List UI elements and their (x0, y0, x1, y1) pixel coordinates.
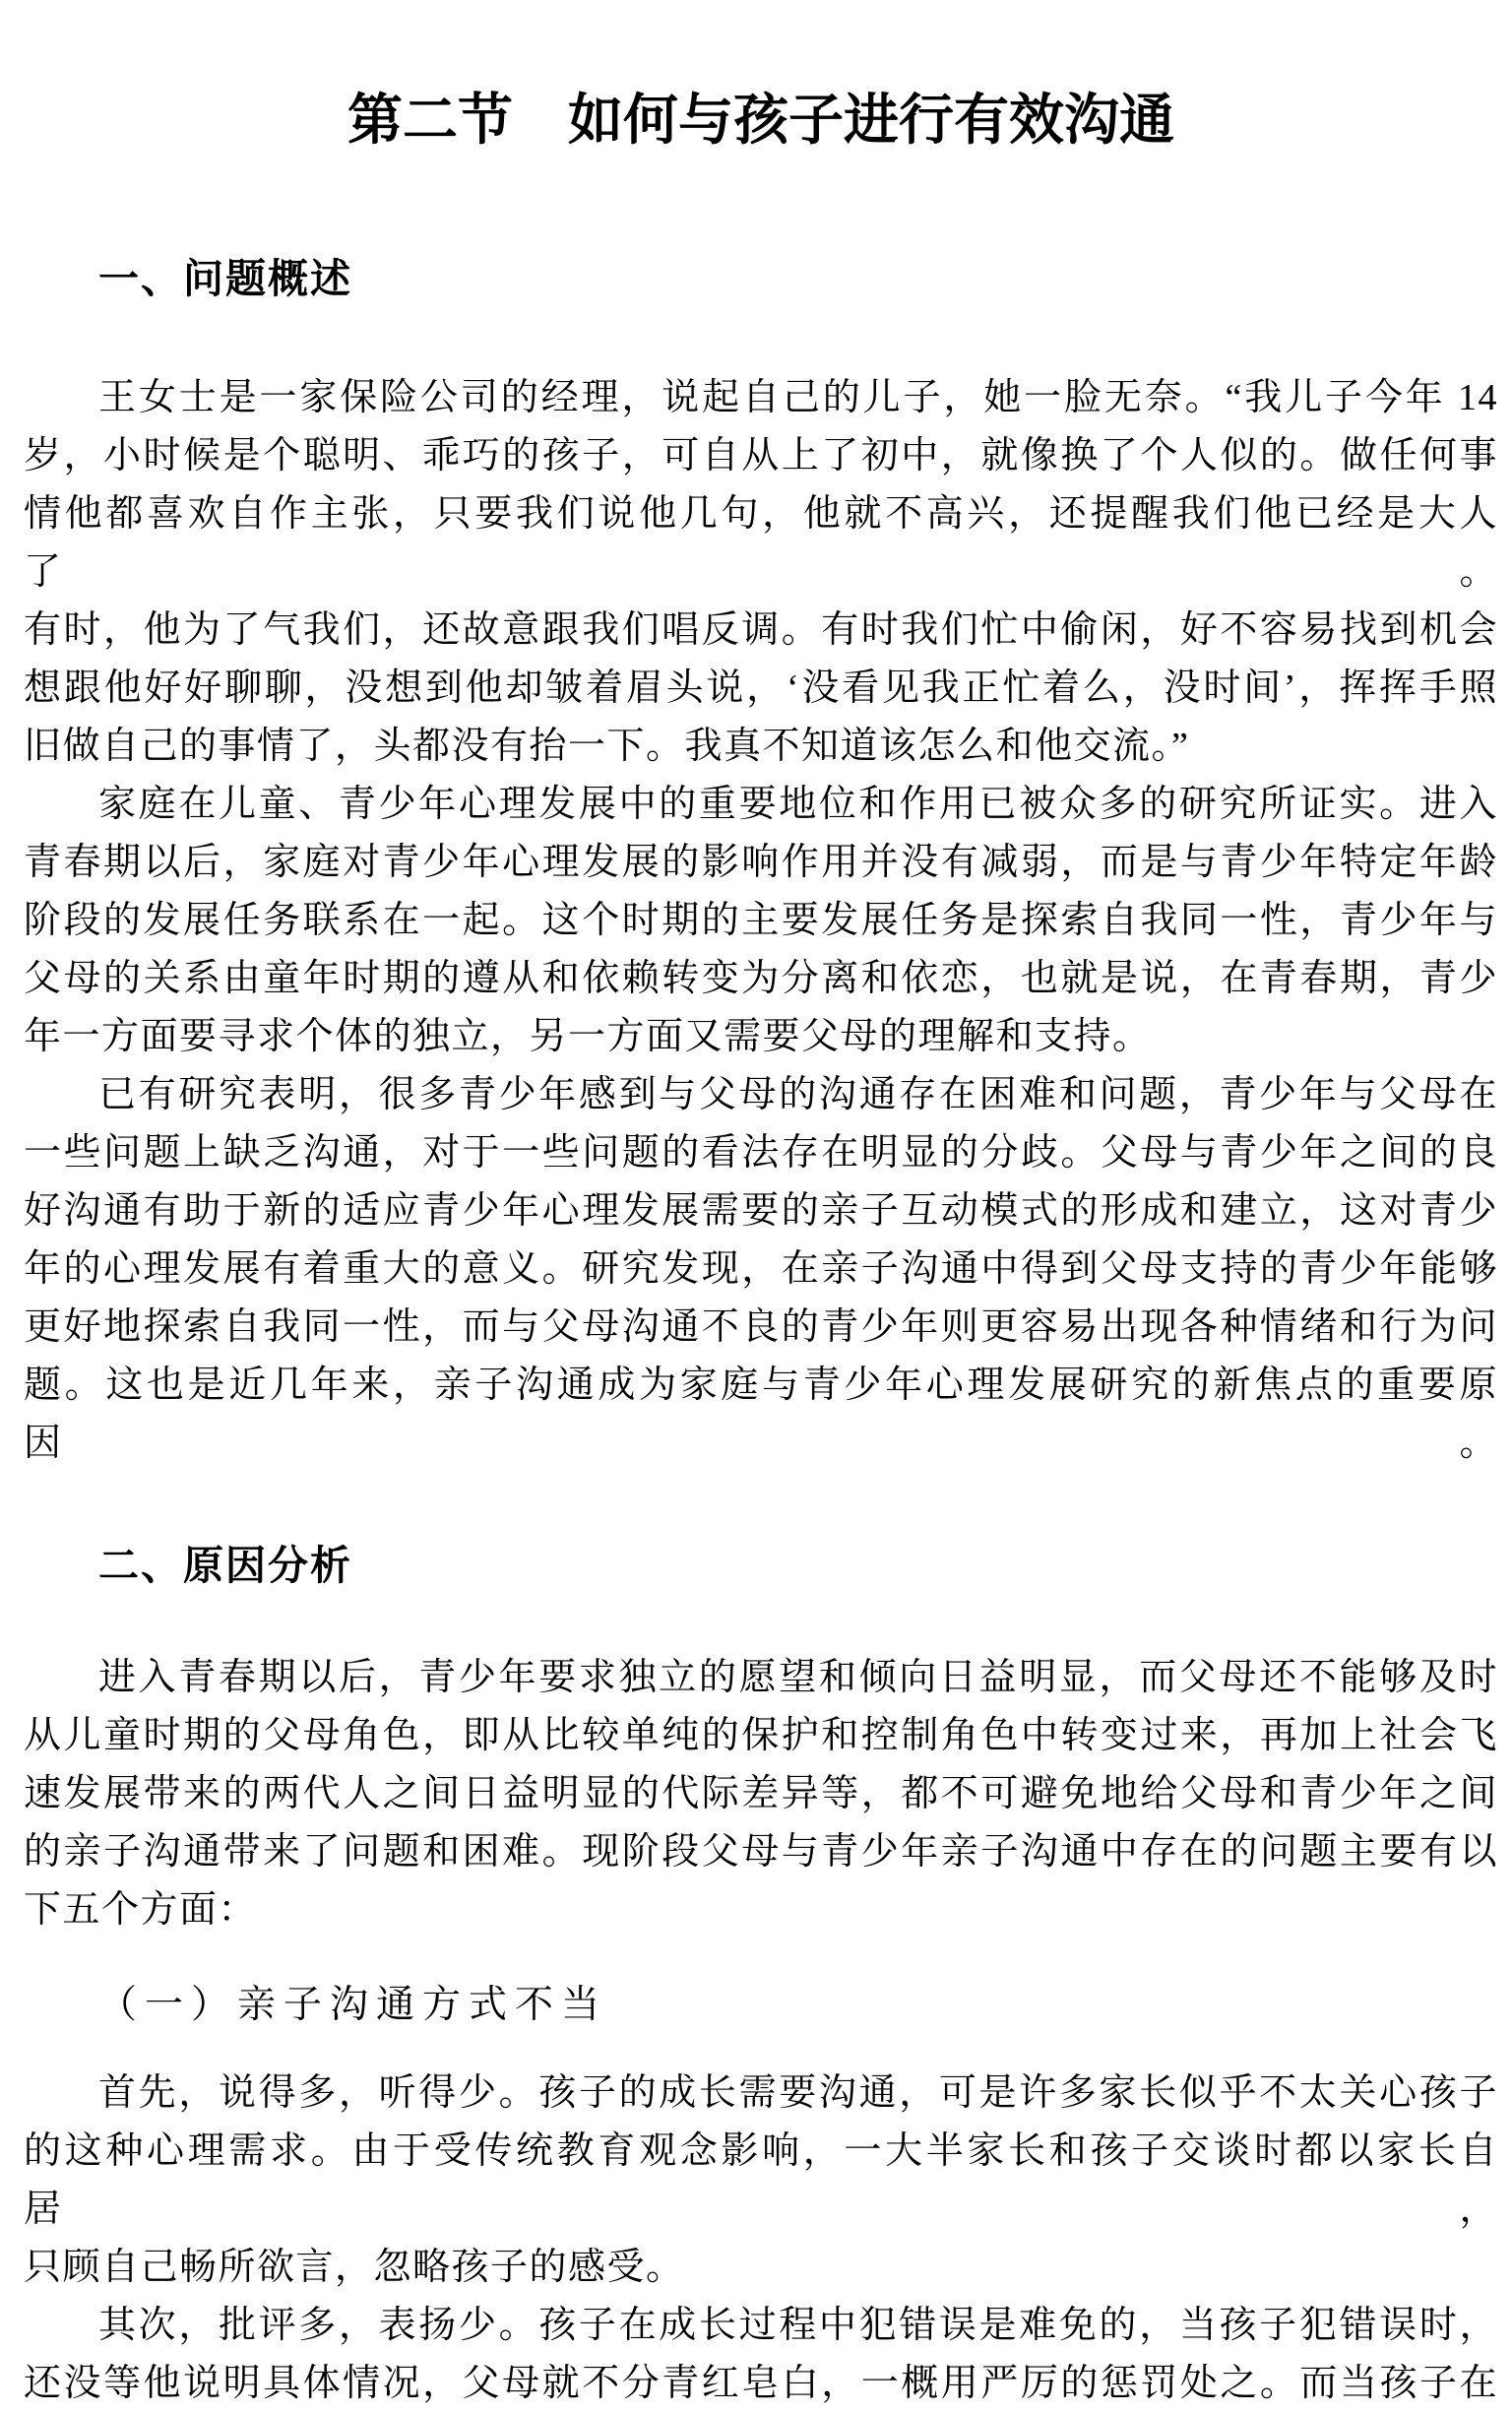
text-line: 首先，说得多，听得少。孩子的成长需要沟通，可是许多家长似乎不太关心孩子 (98, 2072, 1498, 2114)
book-page (0, 91, 1512, 2404)
text-line: 父母的关系由童年时期的遵从和依赖转变为分离和依恋，也就是说，在青春期，青少 (24, 958, 1498, 999)
text-line: 家庭在儿童、青少年心理发展中的重要地位和作用已被众多的研究所证实。进入 (98, 784, 1498, 825)
text-line: 年的心理发展有着重大的意义。研究发现，在亲子沟通中得到父母支持的青少年能够 (24, 1248, 1498, 1290)
text-line: 有时，他为了气我们，还故意跟我们唱反调。有时我们忙中偷闲，好不容易找到机会 (24, 609, 1498, 651)
text-line: 已有研究表明，很多青少年感到与父母的沟通存在困难和问题，青少年与父母在 (98, 1074, 1498, 1115)
text-line: 速发展带来的两代人之间日益明显的代际差异等，都不可避免地给父母和青少年之间 (24, 1773, 1498, 1814)
section-heading-problem-overview: 一、问题概述 (98, 256, 352, 301)
text-line: 想跟他好好聊聊，没想到他却皱着眉头说，‘没看见我正忙着么，没时间’，挥挥手照 (24, 667, 1498, 709)
text-line: 青春期以后，家庭对青少年心理发展的影响作用并没有减弱，而是与青少年特定年龄 (24, 842, 1498, 883)
text-line: 只顾自己畅所欲言，忽略孩子的感受。 (24, 2247, 685, 2288)
paragraph (24, 2297, 1498, 2413)
text-line: 下五个方面： (24, 1889, 258, 1931)
paragraph (24, 1649, 1498, 1939)
text-line: 岁，小时候是个聪明、乖巧的孩子，可自从上了初中，就像换了个人似的。做任何事 (24, 435, 1498, 476)
section-heading-cause-analysis: 二、原因分析 (98, 1543, 352, 1588)
subsection-body (24, 2064, 1498, 2413)
text-line: 一些问题上缺乏沟通，对于一些问题的看法存在明显的分歧。父母与青少年之间的良 (24, 1132, 1498, 1174)
text-line: 更好地探索自我同一性，而与父母沟通不良的青少年则更容易出现各种情绪和行为问 (24, 1306, 1498, 1348)
text-line: 好沟通有助于新的适应青少年心理发展需要的亲子互动模式的形成和建立，这对青少 (24, 1190, 1498, 1232)
text-line: 从儿童时期的父母角色，即从比较单纯的保护和控制角色中转变过来，再加上社会飞 (24, 1715, 1498, 1756)
text-line: 题。这也是近几年来，亲子沟通成为家庭与青少年心理发展研究的新焦点的重要原因。 (24, 1365, 1498, 1464)
page-title: 第二节 如何与孩子进行有效沟通 (347, 91, 1174, 152)
section-body (24, 369, 1498, 1473)
text-line: 阶段的发展任务联系在一起。这个时期的主要发展任务是探索自我同一性，青少年与 (24, 900, 1498, 941)
text-line: 年一方面要寻求个体的独立，另一方面又需要父母的理解和支持。 (24, 1016, 1152, 1057)
paragraph (24, 2064, 1498, 2297)
text-line: 旧做自己的事情了，头都没有抬一下。我真不知道该怎么和他交流。” (24, 726, 1190, 767)
text-line: 王女士是一家保险公司的经理，说起自己的儿子，她一脸无奈。“我儿子今年 14 (98, 377, 1498, 418)
paragraph (24, 776, 1498, 1066)
text-line: 的亲子沟通带来了问题和困难。现阶段父母与青少年亲子沟通中存在的问题主要有以 (24, 1831, 1498, 1873)
paragraph (24, 1066, 1498, 1473)
text-line: 情他都喜欢自作主张，只要我们说他几句，他就不高兴，还提醒我们他已经是大人了。 (24, 493, 1498, 593)
text-line: 的这种心理需求。由于受传统教育观念影响，一大半家长和孩子交谈时都以家长自居， (24, 2130, 1498, 2230)
text-line: 还没等他说明具体情况，父母就不分青红皂白，一概用严厉的惩罚处之。而当孩子在 (24, 2363, 1498, 2404)
text-line: 其次，批评多，表扬少。孩子在成长过程中犯错误是难免的，当孩子犯错误时， (98, 2305, 1498, 2346)
subsection-heading-improper-communication: （一）亲子沟通方式不当 (98, 1984, 608, 2026)
paragraph (24, 369, 1498, 776)
section-body (24, 1649, 1498, 1939)
text-line: 进入青春期以后，青少年要求独立的愿望和倾向日益明显，而父母还不能够及时 (98, 1657, 1498, 1698)
